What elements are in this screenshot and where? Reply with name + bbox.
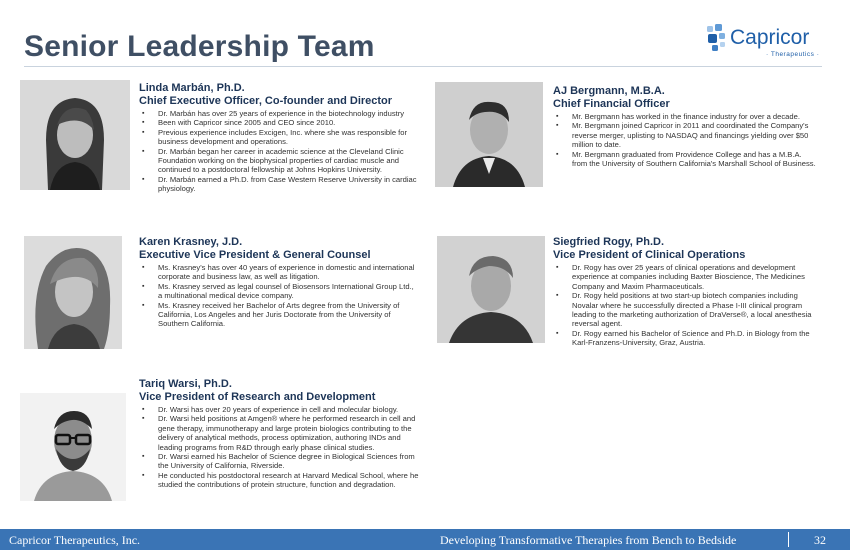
siegfried-rogy-photo	[437, 236, 545, 343]
bullet-item: ▪ Mr. Bergmann joined Capricor in 2011 and coordinated the Company's reverse merger, uplisting to NASDAQ and financings yielding over $50 million to date.	[553, 121, 818, 149]
page-title: Senior Leadership Team	[24, 30, 375, 63]
bullet-item: ▪ Dr. Marbán earned a Ph.D. from Case Western Reserve University in cardiac physiology.	[139, 175, 429, 194]
bullet-item: ▪ He conducted his postdoctoral research at Harvard Medical School, where he studied the contributions of protein structure, function and degradation.	[139, 471, 419, 490]
bullet-item: ▪ Been with Capricor since 2005 and CEO since 2010.	[139, 118, 429, 127]
bullet-list	[553, 263, 818, 348]
linda-portrait-icon	[20, 80, 130, 190]
bullet-item: ▪ Mr. Bergmann has worked in the finance industry for over a decade.	[553, 112, 818, 121]
bullet-item: ▪ Dr. Warsi earned his Bachelor of Science degree in Biological Sciences from the University of California, Riverside.	[139, 452, 419, 471]
bullet-item: ▪ Mr. Bergmann graduated from Providence College and has a M.B.A. from the University of Southern California's Marshall School of Business.	[553, 150, 818, 169]
bullet-item: ▪ Ms. Krasney received her Bachelor of Arts degree from the University of California, Los Angeles and her Juris Doctorate from the University of Southern California.	[139, 301, 419, 329]
bullet-list	[553, 112, 818, 168]
person-name: Siegfried Rogy, Ph.D.	[553, 236, 665, 248]
footer-company: Capricor Therapeutics, Inc.	[9, 533, 141, 547]
tariq-warsi-bio	[139, 378, 419, 490]
logo-subtitle-text: Therapeutics	[770, 51, 815, 58]
siegfried-rogy-bio	[553, 236, 818, 348]
person-name: Tariq Warsi, Ph.D.	[139, 378, 232, 390]
aj-portrait-icon	[435, 82, 543, 187]
bullet-item: ▪ Ms. Krasney served as legal counsel of Biosensors International Group Ltd., a multinational medical device company.	[139, 282, 419, 301]
bullet-item: ▪ Dr. Rogy earned his Bachelor of Science and Ph.D. in Biology from the Karl-Franzens-University, Graz, Austria.	[553, 329, 818, 348]
bullet-item: ▪ Dr. Marbán has over 25 years of experience in the biotechnology industry	[139, 109, 429, 118]
capricor-logo	[704, 20, 822, 66]
bullet-list	[139, 405, 419, 490]
page-number: 32	[814, 533, 826, 547]
bullet-item: ▪ Previous experience includes Excigen, Inc. where she was responsible for business development and operations.	[139, 128, 429, 147]
linda-marban-photo	[20, 80, 130, 190]
footer-separator	[788, 532, 789, 547]
siegfried-portrait-icon	[437, 236, 545, 343]
bullet-item: ▪ Ms. Krasney's has over 40 years of experience in domestic and international corporate and business law, as well as litigation.	[139, 263, 419, 282]
linda-marban-bio	[139, 82, 429, 194]
person-role: Executive Vice President & General Counsel	[139, 249, 371, 261]
bullet-item: ▪ Dr. Rogy has over 25 years of clinical operations and development experience at companies including Baxter Bioscience, The Medicines Company and Maxim Pharmaceuticals.	[553, 263, 818, 291]
person-name: AJ Bergmann, M.B.A.	[553, 85, 665, 97]
person-name: Karen Krasney, J.D.	[139, 236, 243, 248]
header-divider	[24, 66, 822, 67]
bullet-item: ▪ Dr. Rogy held positions at two start-up biotech companies including Novalar where he successfully directed a Phase I-III clinical program leading to the marketing authorization of DraVerse®, a local anesthesia reversal agent.	[553, 291, 818, 329]
bullet-list	[139, 263, 419, 329]
person-role: Chief Financial Officer	[553, 98, 670, 110]
person-role: Vice President of Clinical Operations	[553, 249, 746, 261]
karen-krasney-photo	[24, 236, 122, 349]
person-role: Vice President of Research and Development	[139, 391, 376, 403]
bullet-item: ▪ Dr. Warsi held positions at Amgen® where he performed research in cell and gene therapy, immunotherapy and large protein biologics contributing to the delivery of analytical methods, process optimization, authoring INDs and leading programs from R&D through early phase clinical studies.	[139, 414, 419, 452]
footer-tagline: Developing Transformative Therapies from Bench to Bedside	[440, 533, 737, 547]
tariq-portrait-icon	[20, 393, 126, 501]
karen-krasney-bio	[139, 236, 419, 329]
karen-portrait-icon	[24, 236, 122, 349]
person-name: Linda Marbán, Ph.D.	[139, 82, 245, 94]
logo-mark-icon	[704, 22, 730, 62]
person-role: Chief Executive Officer, Co-founder and Director	[139, 95, 393, 107]
tariq-warsi-photo	[20, 393, 126, 501]
bullet-item: ▪ Dr. Marbán began her career in academic science at the Cleveland Clinic Foundation working on the biophysical properties of cardiac muscle and continued to a postdoctoral fellowship at Johns Hopkins University.	[139, 147, 429, 175]
bullet-list	[139, 109, 429, 194]
logo-subtitle: · Therapeutics ·	[766, 51, 820, 58]
aj-bergmann-bio	[553, 85, 818, 168]
aj-bergmann-photo	[435, 82, 543, 187]
footer-bar	[0, 529, 850, 550]
logo-wordmark: Capricor	[730, 26, 810, 49]
bullet-item: ▪ Dr. Warsi has over 20 years of experience in cell and molecular biology.	[139, 405, 419, 414]
